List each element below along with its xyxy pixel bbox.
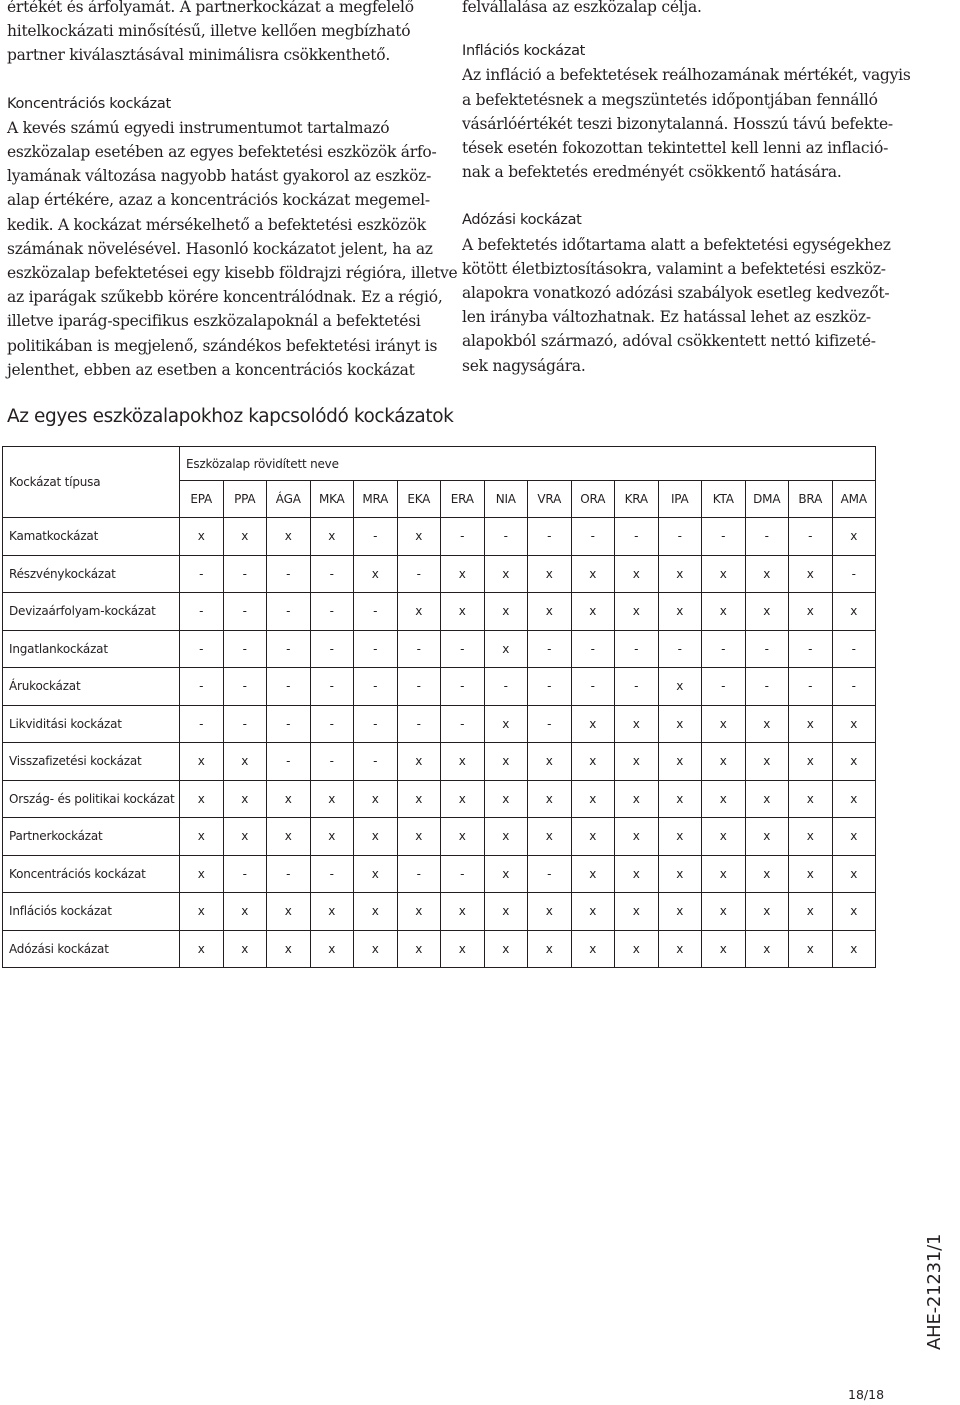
risk-cell: x	[745, 780, 789, 818]
risk-cell: x	[267, 818, 311, 856]
risk-cell: x	[615, 855, 659, 893]
risk-cell: -	[615, 630, 659, 668]
page-number: 18/18	[848, 1387, 885, 1402]
table-row	[3, 818, 876, 856]
risk-cell: -	[441, 518, 485, 556]
fund-code-header: BRA	[789, 481, 833, 518]
risk-cell: x	[571, 593, 615, 631]
risk-cell: -	[354, 630, 398, 668]
risk-cell: -	[528, 630, 572, 668]
text-line: A befektetés időtartama alatt a befektetési egységekhez	[462, 235, 891, 254]
risk-cell: x	[223, 893, 267, 931]
risk-cell: -	[310, 630, 354, 668]
risk-cell: x	[441, 893, 485, 931]
risk-cell: x	[745, 743, 789, 781]
fund-code-header: MRA	[354, 481, 398, 518]
text-line: Az infláció a befektetések reálhozamának mértékét, vagyis	[462, 66, 911, 85]
risk-type-label: Visszafizetési kockázat	[3, 743, 180, 781]
risk-cell: x	[702, 555, 746, 593]
risk-cell: x	[441, 780, 485, 818]
risk-cell: x	[397, 893, 441, 931]
risk-cell: -	[223, 593, 267, 631]
risk-cell: x	[789, 743, 833, 781]
risk-cell: -	[397, 668, 441, 706]
risk-cell: x	[223, 930, 267, 968]
risk-cell: x	[832, 855, 876, 893]
risk-cell: -	[223, 555, 267, 593]
risk-cell: x	[789, 555, 833, 593]
risk-cell: x	[658, 668, 702, 706]
text-line: hitelkockázati minősítésű, illetve kellően megbízható	[7, 22, 411, 41]
risk-cell: x	[180, 518, 224, 556]
risk-cell: x	[789, 855, 833, 893]
risk-cell: x	[615, 930, 659, 968]
risk-cell: -	[615, 668, 659, 706]
risk-cell: x	[528, 593, 572, 631]
risk-cell: -	[267, 705, 311, 743]
risk-cell: x	[745, 555, 789, 593]
fund-code-header: PPA	[223, 481, 267, 518]
text-line: nak a befektetés eredményét csökkentő hatására.	[462, 163, 842, 182]
risk-cell: -	[223, 855, 267, 893]
risk-type-label: Inflációs kockázat	[3, 893, 180, 931]
risk-cell: -	[267, 630, 311, 668]
risk-type-label: Részvénykockázat	[3, 555, 180, 593]
risk-cell: x	[832, 593, 876, 631]
risk-cell: x	[832, 705, 876, 743]
risk-cell: -	[354, 743, 398, 781]
risk-cell: x	[397, 743, 441, 781]
risk-cell: x	[484, 705, 528, 743]
risk-cell: -	[267, 855, 311, 893]
risk-cell: x	[223, 518, 267, 556]
risk-cell: x	[441, 743, 485, 781]
risk-cell: -	[789, 668, 833, 706]
risk-cell: x	[658, 930, 702, 968]
fund-group-header: Eszközalap rövidített neve	[180, 447, 876, 481]
risk-type-label: Koncentrációs kockázat	[3, 855, 180, 893]
risk-cell: x	[615, 818, 659, 856]
risk-cell: -	[354, 518, 398, 556]
fund-code-header: NIA	[484, 481, 528, 518]
risk-cell: x	[658, 818, 702, 856]
risk-cell: -	[397, 555, 441, 593]
risk-cell: -	[223, 668, 267, 706]
text-line: alapokból származó, adóval csökkentett nettó kifizeté-	[462, 332, 876, 351]
risk-cell: x	[571, 855, 615, 893]
risk-type-label: Likviditási kockázat	[3, 705, 180, 743]
risk-cell: x	[354, 818, 398, 856]
risk-cell: x	[310, 893, 354, 931]
risk-cell: x	[484, 893, 528, 931]
fund-code-header: KTA	[702, 481, 746, 518]
risk-cell: x	[180, 930, 224, 968]
text-line: felvállalása az eszközalap célja.	[462, 0, 702, 16]
table-header-row	[3, 447, 876, 481]
risk-cell: x	[745, 930, 789, 968]
risk-cell: -	[441, 855, 485, 893]
right-column	[462, 0, 911, 378]
risk-table	[2, 446, 876, 968]
risk-cell: -	[310, 743, 354, 781]
risk-cell: -	[528, 518, 572, 556]
text-line: számának növelésével. Hasonló kockázatot jelent, ha az	[7, 239, 433, 258]
risk-cell: x	[223, 743, 267, 781]
risk-cell: -	[789, 518, 833, 556]
risk-cell: x	[702, 930, 746, 968]
risk-cell: x	[658, 855, 702, 893]
risk-cell: x	[702, 855, 746, 893]
risk-cell: x	[528, 555, 572, 593]
risk-cell: x	[354, 893, 398, 931]
risk-cell: x	[789, 705, 833, 743]
risk-cell: x	[789, 930, 833, 968]
text-line: az iparágak szűkebb körére koncentrálódnak. Ez a régió,	[7, 288, 443, 307]
risk-cell: -	[310, 555, 354, 593]
risk-cell: x	[267, 893, 311, 931]
text-line: politikában is megjelenő, szándékos befektetési irányt is	[7, 336, 438, 355]
risk-cell: x	[571, 555, 615, 593]
risk-cell: -	[745, 668, 789, 706]
risk-cell: x	[832, 930, 876, 968]
risk-cell: -	[310, 668, 354, 706]
risk-cell: -	[832, 630, 876, 668]
fund-code-header: ÁGA	[267, 481, 311, 518]
intro-paragraph	[7, 0, 447, 68]
text-line: kedik. A kockázat mérsékelhető a befektetési eszközök	[7, 215, 426, 234]
risk-cell: -	[267, 668, 311, 706]
text-line: lyamának változása nagyobb hatást gyakorol az eszköz-	[7, 167, 432, 186]
risk-cell: x	[528, 818, 572, 856]
risk-cell: -	[571, 630, 615, 668]
fund-code-header: DMA	[745, 481, 789, 518]
risk-type-label: Partnerkockázat	[3, 818, 180, 856]
risk-cell: -	[180, 705, 224, 743]
risk-cell: x	[615, 743, 659, 781]
risk-cell: x	[528, 743, 572, 781]
risk-cell: x	[745, 893, 789, 931]
risk-cell: x	[571, 743, 615, 781]
risk-cell: -	[528, 855, 572, 893]
risk-cell: x	[180, 818, 224, 856]
fund-code-header: IPA	[658, 481, 702, 518]
risk-cell: x	[180, 743, 224, 781]
table-row	[3, 593, 876, 631]
risk-cell: x	[310, 780, 354, 818]
risk-cell: -	[658, 518, 702, 556]
risk-cell: x	[354, 855, 398, 893]
risk-cell: x	[789, 818, 833, 856]
risk-cell: -	[180, 593, 224, 631]
text-line: a befektetésnek a megszüntetés időpontjában fennálló	[462, 90, 878, 109]
risk-type-header: Kockázat típusa	[3, 447, 180, 518]
risk-cell: x	[528, 893, 572, 931]
table-row	[3, 630, 876, 668]
tax-section	[462, 208, 894, 377]
risk-cell: -	[745, 518, 789, 556]
risk-cell: -	[397, 630, 441, 668]
risk-cell: -	[832, 668, 876, 706]
table-row	[3, 780, 876, 818]
risk-cell: -	[702, 630, 746, 668]
risk-cell: x	[354, 780, 398, 818]
risk-cell: x	[745, 705, 789, 743]
risk-cell: -	[484, 518, 528, 556]
risk-cell: x	[397, 780, 441, 818]
text-line: illetve iparág-specifikus eszközalapoknál a befektetési	[7, 312, 421, 331]
risk-cell: x	[745, 593, 789, 631]
risk-cell: x	[571, 930, 615, 968]
risk-cell: x	[397, 518, 441, 556]
section-title: Az egyes eszközalapokhoz kapcsolódó kockázatok	[7, 406, 454, 427]
risk-cell: x	[354, 930, 398, 968]
risk-cell: x	[180, 780, 224, 818]
risk-cell: -	[702, 518, 746, 556]
risk-cell: x	[789, 893, 833, 931]
risk-cell: x	[832, 518, 876, 556]
risk-cell: -	[397, 705, 441, 743]
risk-cell: -	[832, 555, 876, 593]
risk-cell: x	[658, 555, 702, 593]
risk-type-label: Adózási kockázat	[3, 930, 180, 968]
risk-cell: -	[310, 593, 354, 631]
risk-cell: x	[484, 630, 528, 668]
concentration-heading: Koncentrációs kockázat	[7, 95, 171, 112]
risk-cell: x	[267, 780, 311, 818]
table-row	[3, 518, 876, 556]
risk-cell: x	[789, 780, 833, 818]
text-line: partner kiválasztásával minimálisra csökkenthető.	[7, 46, 391, 65]
risk-cell: -	[745, 630, 789, 668]
risk-cell: -	[223, 630, 267, 668]
risk-cell: x	[571, 893, 615, 931]
text-line: eszközalap befektetései egy kisebb földrajzi régióra, illetve	[7, 264, 458, 283]
risk-cell: x	[484, 555, 528, 593]
text-line: sek nagyságára.	[462, 356, 586, 375]
risk-cell: x	[267, 930, 311, 968]
risk-cell: -	[441, 705, 485, 743]
risk-cell: x	[615, 593, 659, 631]
risk-cell: x	[745, 818, 789, 856]
risk-cell: x	[702, 780, 746, 818]
table-row	[3, 668, 876, 706]
risk-cell: x	[702, 705, 746, 743]
text-line: kötött életbiztosításokra, valamint a befektetési eszköz-	[462, 259, 886, 278]
risk-cell: x	[180, 855, 224, 893]
risk-cell: x	[615, 780, 659, 818]
risk-cell: x	[441, 555, 485, 593]
fund-code-header: KRA	[615, 481, 659, 518]
risk-cell: x	[702, 818, 746, 856]
fund-code-header: MKA	[310, 481, 354, 518]
risk-cell: x	[310, 818, 354, 856]
risk-cell: x	[571, 705, 615, 743]
risk-cell: x	[180, 893, 224, 931]
risk-cell: x	[528, 930, 572, 968]
risk-cell: x	[484, 818, 528, 856]
risk-cell: x	[702, 593, 746, 631]
risk-cell: x	[832, 743, 876, 781]
risk-cell: -	[615, 518, 659, 556]
risk-cell: x	[745, 855, 789, 893]
risk-cell: x	[484, 780, 528, 818]
risk-cell: x	[441, 818, 485, 856]
risk-cell: -	[223, 705, 267, 743]
risk-cell: -	[528, 668, 572, 706]
table-row	[3, 855, 876, 893]
risk-cell: x	[615, 705, 659, 743]
risk-cell: x	[223, 780, 267, 818]
fund-code-header: EPA	[180, 481, 224, 518]
risk-cell: -	[702, 668, 746, 706]
risk-cell: x	[397, 593, 441, 631]
risk-type-label: Kamatkockázat	[3, 518, 180, 556]
risk-cell: -	[267, 743, 311, 781]
risk-cell: -	[789, 630, 833, 668]
risk-type-label: Ország- és politikai kockázat	[3, 780, 180, 818]
risk-cell: x	[441, 593, 485, 631]
text-line: értékét és árfolyamát. A partnerkockázat a megfelelő	[7, 0, 414, 16]
text-line: len irányba változhatnak. Ez hatással lehet az eszköz-	[462, 308, 871, 327]
risk-cell: -	[658, 630, 702, 668]
inflation-heading: Inflációs kockázat	[462, 43, 586, 60]
risk-type-label: Devizaárfolyam-kockázat	[3, 593, 180, 631]
risk-cell: x	[484, 855, 528, 893]
fund-code-header: EKA	[397, 481, 441, 518]
text-line: eszközalap esetében az egyes befektetési eszközök árfo-	[7, 143, 437, 162]
risk-cell: -	[528, 705, 572, 743]
fund-code-header: AMA	[832, 481, 876, 518]
table-row	[3, 930, 876, 968]
risk-cell: x	[441, 930, 485, 968]
risk-cell: x	[223, 818, 267, 856]
risk-cell: x	[832, 893, 876, 931]
risk-cell: -	[180, 630, 224, 668]
risk-cell: -	[571, 668, 615, 706]
risk-cell: x	[658, 780, 702, 818]
fund-code-header: VRA	[528, 481, 572, 518]
risk-cell: x	[615, 555, 659, 593]
risk-cell: -	[484, 668, 528, 706]
risk-cell: -	[310, 855, 354, 893]
document-code: AHE-21231/1	[924, 1233, 945, 1350]
table-row	[3, 705, 876, 743]
risk-cell: -	[571, 518, 615, 556]
risk-cell: x	[789, 593, 833, 631]
fund-code-header: ERA	[441, 481, 485, 518]
risk-cell: x	[310, 930, 354, 968]
risk-cell: -	[354, 668, 398, 706]
text-line: A kevés számú egyedi instrumentumot tartalmazó	[7, 118, 390, 137]
risk-cell: x	[702, 893, 746, 931]
text-line: vásárlóértékét teszi bizonytalanná. Hosszú távú befekte-	[462, 114, 893, 133]
risk-cell: x	[832, 780, 876, 818]
risk-cell: -	[441, 630, 485, 668]
risk-cell: x	[571, 818, 615, 856]
risk-cell: x	[310, 518, 354, 556]
text-line: alapokra vonatkozó adózási szabályok esetleg kedvezőt-	[462, 284, 890, 303]
risk-cell: x	[571, 780, 615, 818]
text-line: alap értékére, azaz a koncentrációs kockázat megemel-	[7, 191, 430, 210]
risk-cell: x	[484, 743, 528, 781]
risk-cell: -	[267, 555, 311, 593]
risk-cell: x	[267, 518, 311, 556]
left-column	[7, 0, 458, 382]
risk-cell: x	[397, 930, 441, 968]
text-line: jelenthet, ebben az esetben a koncentrációs kockázat	[7, 360, 415, 379]
tax-heading: Adózási kockázat	[462, 212, 582, 229]
risk-cell: x	[702, 743, 746, 781]
risk-cell: x	[528, 780, 572, 818]
table-row	[3, 893, 876, 931]
risk-cell: -	[354, 593, 398, 631]
risk-cell: x	[832, 818, 876, 856]
fund-code-header: ORA	[571, 481, 615, 518]
risk-cell: x	[658, 705, 702, 743]
risk-cell: x	[658, 893, 702, 931]
concentration-section	[7, 92, 458, 382]
risk-cell: -	[354, 705, 398, 743]
risk-cell: x	[484, 930, 528, 968]
risk-cell: -	[397, 855, 441, 893]
risk-cell: x	[658, 593, 702, 631]
risk-cell: -	[310, 705, 354, 743]
risk-cell: x	[658, 743, 702, 781]
table-row	[3, 555, 876, 593]
risk-cell: -	[180, 555, 224, 593]
risk-cell: x	[484, 593, 528, 631]
table-row	[3, 743, 876, 781]
risk-cell: -	[441, 668, 485, 706]
risk-type-label: Árukockázat	[3, 668, 180, 706]
risk-cell: x	[354, 555, 398, 593]
risk-cell: -	[267, 593, 311, 631]
risk-type-label: Ingatlankockázat	[3, 630, 180, 668]
risk-cell: -	[180, 668, 224, 706]
inflation-section	[462, 39, 911, 184]
text-line: tések esetén fokozottan tekintettel kell lenni az inflació-	[462, 139, 889, 158]
risk-cell: x	[615, 893, 659, 931]
risk-cell: x	[397, 818, 441, 856]
